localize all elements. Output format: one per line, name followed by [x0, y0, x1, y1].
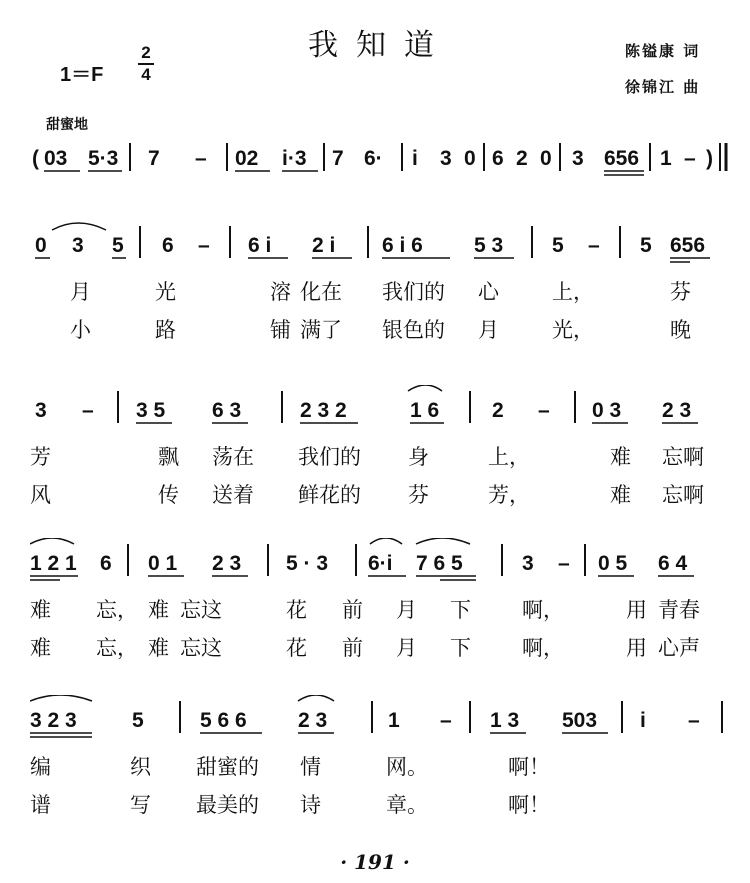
lyric-char: 忘啊	[662, 445, 704, 469]
note: 0	[464, 147, 476, 170]
lyricist-credit: 陈镒康 词	[625, 42, 701, 60]
lyric-char: 难	[148, 598, 169, 622]
note: 2	[492, 399, 504, 422]
note-group: 0 1	[148, 552, 178, 575]
page-number: · 191 ·	[340, 850, 410, 874]
lyric-verse-2	[30, 789, 730, 821]
note: 3	[72, 234, 84, 257]
lyric-char: 月	[396, 598, 417, 622]
note-group: 5 · 3	[286, 552, 329, 575]
note: 5	[112, 234, 124, 257]
note: 3	[35, 399, 47, 422]
lyric-char: 用	[626, 598, 647, 622]
lyric-char: 荡在	[212, 445, 254, 469]
lyric-char: 诗	[300, 793, 321, 817]
lyric-char: 啊，	[522, 636, 564, 660]
notation-line-4	[30, 695, 730, 745]
lyric-char: 写	[130, 793, 151, 817]
dash: –	[588, 234, 600, 257]
lyric-char: 章。	[386, 793, 428, 817]
note-group: 2 3	[662, 399, 692, 422]
lyric-char: 难	[148, 636, 169, 660]
note-group: 1 3	[490, 709, 520, 732]
note-group: 02	[235, 147, 259, 170]
lyric-char: 上，	[552, 280, 594, 304]
lyric-char: 前	[342, 636, 363, 660]
lyric-char: 甜蜜的	[196, 755, 259, 779]
note: 6	[162, 234, 174, 257]
lyric-char: 下	[450, 636, 471, 660]
note-group: 0 5	[598, 552, 628, 575]
note: 3	[522, 552, 534, 575]
lyric-char: 下	[450, 598, 471, 622]
dash: –	[688, 709, 700, 732]
note: 0	[35, 234, 47, 257]
lyric-char: 忘啊	[662, 483, 704, 507]
notation-intro	[30, 135, 730, 185]
lyric-char: 花	[286, 636, 307, 660]
lyric-char: 青春	[658, 598, 700, 622]
time-signature	[138, 44, 154, 84]
note: 3	[440, 147, 452, 170]
lyric-char: 啊！	[508, 793, 550, 817]
note-group: 2 3	[298, 709, 328, 732]
note-group: 656	[670, 234, 706, 257]
note-group: 6 4	[658, 552, 688, 575]
dash: –	[198, 234, 210, 257]
note-group: 3 2 3	[30, 709, 77, 732]
meter-bottom: 4	[141, 65, 151, 84]
lyric-char: 传	[158, 483, 179, 507]
note-group: 5 6 6	[200, 709, 247, 732]
score-system-3	[30, 538, 730, 660]
lyric-char: 网。	[386, 755, 428, 779]
lyric-verse-2	[30, 479, 730, 511]
note: 6·	[364, 147, 383, 170]
note-group: 0 3	[592, 399, 622, 422]
lyric-char: 编	[30, 755, 51, 779]
note-group: 7 6 5	[416, 552, 463, 575]
key-signature: 1＝F	[60, 64, 104, 86]
note-group: 656	[604, 147, 640, 170]
lyric-char: 啊！	[508, 755, 550, 779]
lyric-char: 啊，	[522, 598, 564, 622]
note: 1	[660, 147, 672, 170]
composer-credit: 徐锦江 曲	[625, 78, 701, 96]
lyric-char: 月	[70, 280, 91, 304]
dash: –	[195, 147, 207, 170]
lyric-char: 芳	[30, 445, 51, 469]
lyric-char: 谱	[30, 793, 51, 817]
lyric-char: 难	[610, 483, 631, 507]
note-group: 1 6	[410, 399, 440, 422]
note: 5	[552, 234, 564, 257]
lyric-verse-1	[30, 441, 730, 473]
lyric-char: 最美的	[196, 793, 259, 817]
note-group: 503	[562, 709, 598, 732]
lyric-char: 我们的	[382, 280, 445, 304]
dash: –	[558, 552, 570, 575]
note-group: 6 i	[248, 234, 272, 257]
dash: –	[538, 399, 550, 422]
meter-top: 2	[141, 43, 151, 62]
lyric-char: 前	[342, 598, 363, 622]
note: 7	[332, 147, 344, 170]
note-group: 6 i 6	[382, 234, 423, 257]
lyric-char: 用	[626, 636, 647, 660]
dash: –	[440, 709, 452, 732]
lyric-char: 化在	[300, 280, 342, 304]
lyric-char: 忘，	[96, 636, 138, 660]
lyric-char: 花	[286, 598, 307, 622]
lyric-char: 飘	[158, 445, 179, 469]
lyric-char: 月	[396, 636, 417, 660]
note: 6	[100, 552, 112, 575]
lyric-char: 路	[155, 318, 176, 342]
notation-line-3	[30, 538, 730, 588]
paren-open: (	[32, 147, 39, 170]
note-group: 6 3	[212, 399, 242, 422]
dash: –	[82, 399, 94, 422]
score-system-4	[30, 695, 730, 817]
note: 7	[148, 147, 160, 170]
lyric-char: 光，	[552, 318, 594, 342]
note: i	[412, 147, 418, 170]
lyric-verse-1	[30, 276, 730, 308]
lyric-char: 满了	[300, 318, 342, 342]
note-group: i·3	[282, 147, 307, 170]
lyric-char: 难	[30, 636, 51, 660]
lyric-char: 织	[130, 755, 151, 779]
lyric-verse-2	[30, 632, 730, 664]
note: 5	[640, 234, 652, 257]
lyric-verse-2	[30, 314, 730, 346]
lyric-char: 芳，	[488, 483, 530, 507]
lyric-char: 风	[30, 483, 51, 507]
lyric-char: 忘这	[180, 636, 222, 660]
note: 5	[132, 709, 144, 732]
lyric-verse-1	[30, 594, 730, 626]
lyric-char: 送着	[212, 483, 254, 507]
paren-close: )	[706, 147, 713, 170]
lyric-char: 铺	[270, 318, 291, 342]
note-group: 2 3 2	[300, 399, 347, 422]
tempo-marking: 甜蜜地	[46, 117, 88, 133]
note: 1	[388, 709, 400, 732]
lyric-char: 忘这	[180, 598, 222, 622]
lyric-char: 情	[300, 755, 321, 779]
lyric-char: 晚	[670, 318, 691, 342]
note-group: 2 i	[312, 234, 336, 257]
lyric-char: 月	[478, 318, 499, 342]
lyric-char: 溶	[270, 280, 291, 304]
lyric-char: 我们的	[298, 445, 361, 469]
lyric-char: 光	[155, 280, 176, 304]
lyric-char: 芬	[408, 483, 429, 507]
lyric-char: 心	[478, 280, 499, 304]
note-group: 2 3	[212, 552, 242, 575]
lyric-char: 鲜花的	[298, 483, 361, 507]
lyric-char: 小	[70, 318, 91, 342]
dash: –	[684, 147, 696, 170]
note: i	[640, 709, 646, 732]
note-group: 5·3	[88, 147, 119, 170]
note: 6	[492, 147, 504, 170]
notation-line-1	[30, 220, 730, 270]
score-system-2	[30, 385, 730, 507]
lyric-char: 忘，	[96, 598, 138, 622]
lyric-char: 难	[610, 445, 631, 469]
note-group: 1 2 1	[30, 552, 77, 575]
note-group: 5 3	[474, 234, 504, 257]
note-group: 03	[44, 147, 68, 170]
score-system-1	[30, 220, 730, 342]
note-group: 6·i	[368, 552, 393, 575]
lyric-char: 上，	[488, 445, 530, 469]
lyric-char: 身	[408, 445, 429, 469]
note: 2	[516, 147, 528, 170]
note: 3	[572, 147, 584, 170]
lyric-char: 芬	[670, 280, 691, 304]
notation-line-2	[30, 385, 730, 435]
lyric-char: 难	[30, 598, 51, 622]
lyric-char: 心声	[658, 636, 700, 660]
note: 0	[540, 147, 552, 170]
note-group: 3 5	[136, 399, 166, 422]
lyric-verse-1	[30, 751, 730, 783]
score-system-intro	[30, 135, 730, 189]
lyric-char: 银色的	[382, 318, 445, 342]
song-title: 我知道	[308, 28, 452, 63]
